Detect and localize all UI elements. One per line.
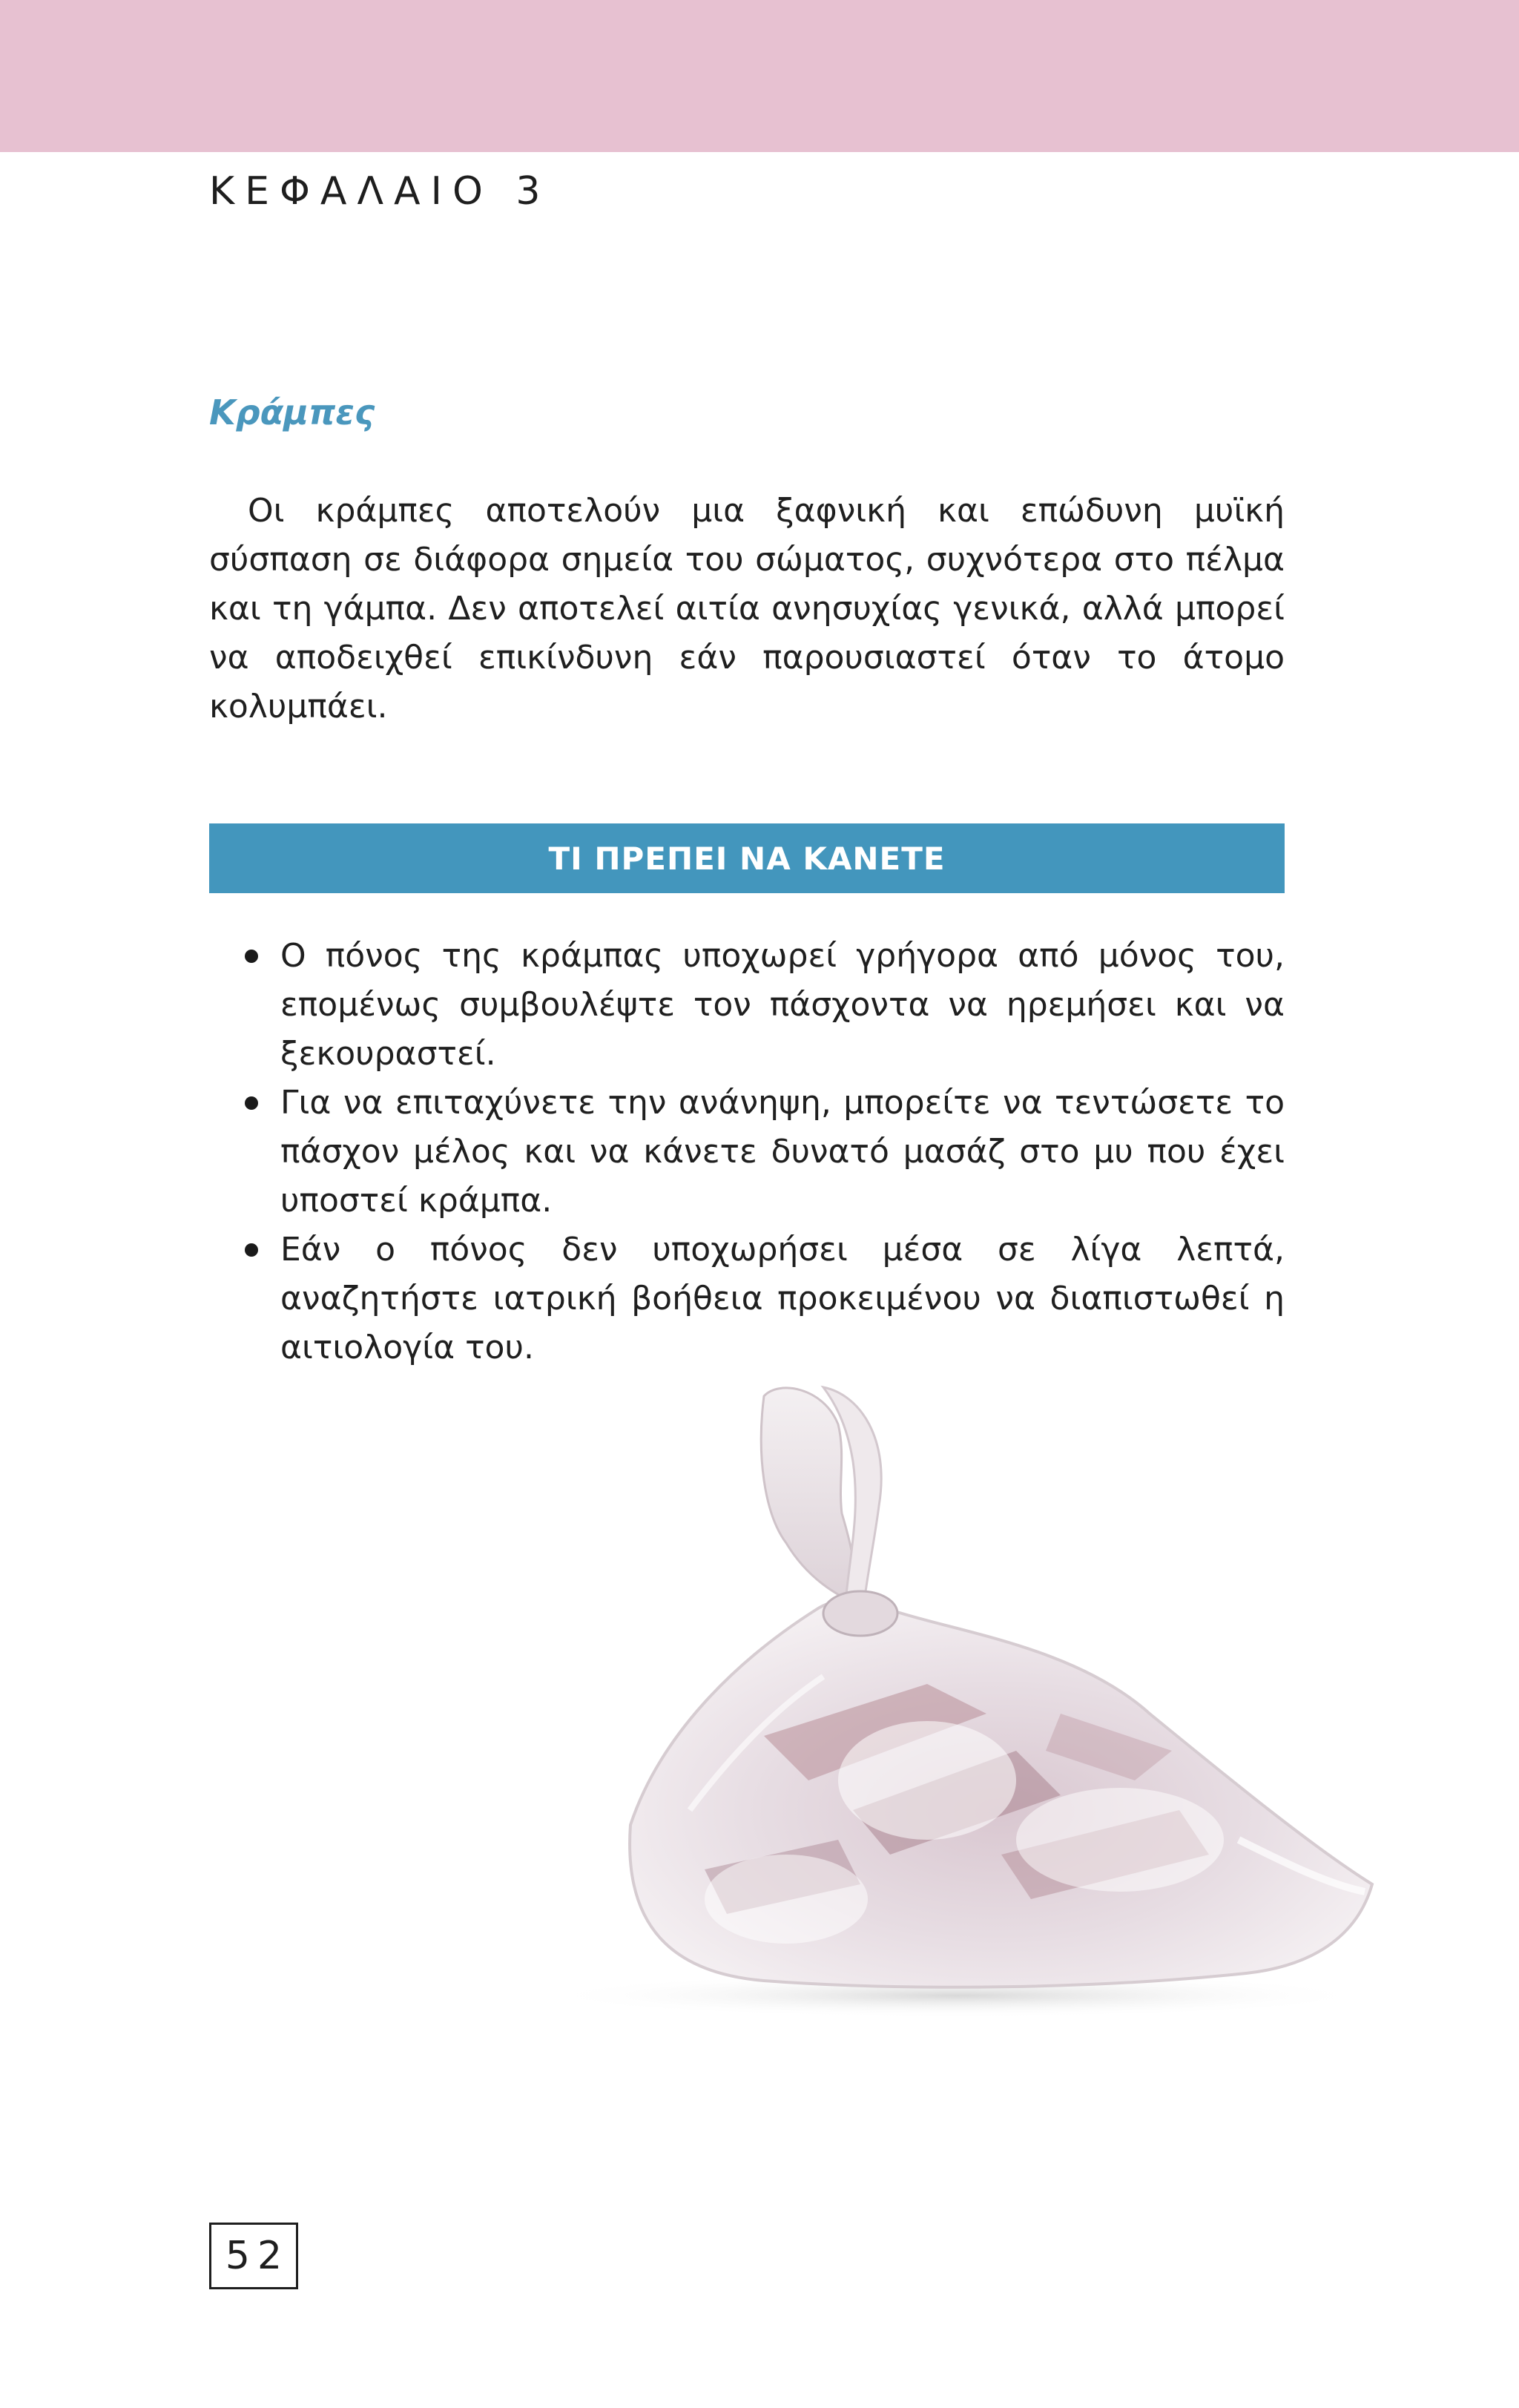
list-item — [209, 932, 1285, 1079]
tip-text: Για να επιταχύνετε την ανάνηψη, μπορείτε να τεντώσετε το πάσχον μέλος και να κάνετε δυνατό μασάζ στο μυ που έχει υποστεί κράμπα. — [280, 1084, 1285, 1220]
tip-text: Εάν ο πόνος δεν υποχωρήσει μέσα σε λίγα λεπτά, αναζητήστε ιατρική βοήθεια προκειμένου να διαπιστωθεί η αιτιολογία του. — [280, 1231, 1285, 1366]
header-band — [0, 0, 1519, 152]
page-number: 52 — [225, 2234, 290, 2278]
list-item — [209, 1079, 1285, 1226]
bullet-icon — [245, 1096, 258, 1110]
page-number-box — [209, 2223, 298, 2289]
todo-banner — [209, 823, 1285, 893]
bullet-icon — [245, 1243, 258, 1257]
todo-banner-label: ΤΙ ΠΡΕΠΕΙ ΝΑ ΚΑΝΕΤΕ — [548, 840, 946, 877]
tips-list — [209, 932, 1285, 1372]
chapter-label: ΚΕΦΑΛΑΙΟ 3 — [209, 169, 551, 214]
bullet-icon — [245, 950, 258, 963]
intro-paragraph: Οι κράμπες αποτελούν μια ξαφνική και επώδυνη μυϊκή σύσπαση σε διάφορα σημεία του σώματος, συχνότερα στο πέλμα και τη γάμπα. Δεν αποτελεί αιτία ανησυχίας γενικά, αλλά μπορεί να αποδειχθεί επικίνδυνη εάν παρουσιαστεί όταν το άτομο κολυμπάει. — [209, 492, 1285, 726]
ice-bag-icon — [541, 1365, 1387, 2018]
section-title: Κράμπες — [209, 392, 375, 432]
list-item — [209, 1226, 1285, 1372]
tip-text: Ο πόνος της κράμπας υποχωρεί γρήγορα από μόνος του, επομένως συμβουλέψτε τον πάσχοντα να ηρεμήσει και να ξεκουραστεί. — [280, 937, 1285, 1073]
